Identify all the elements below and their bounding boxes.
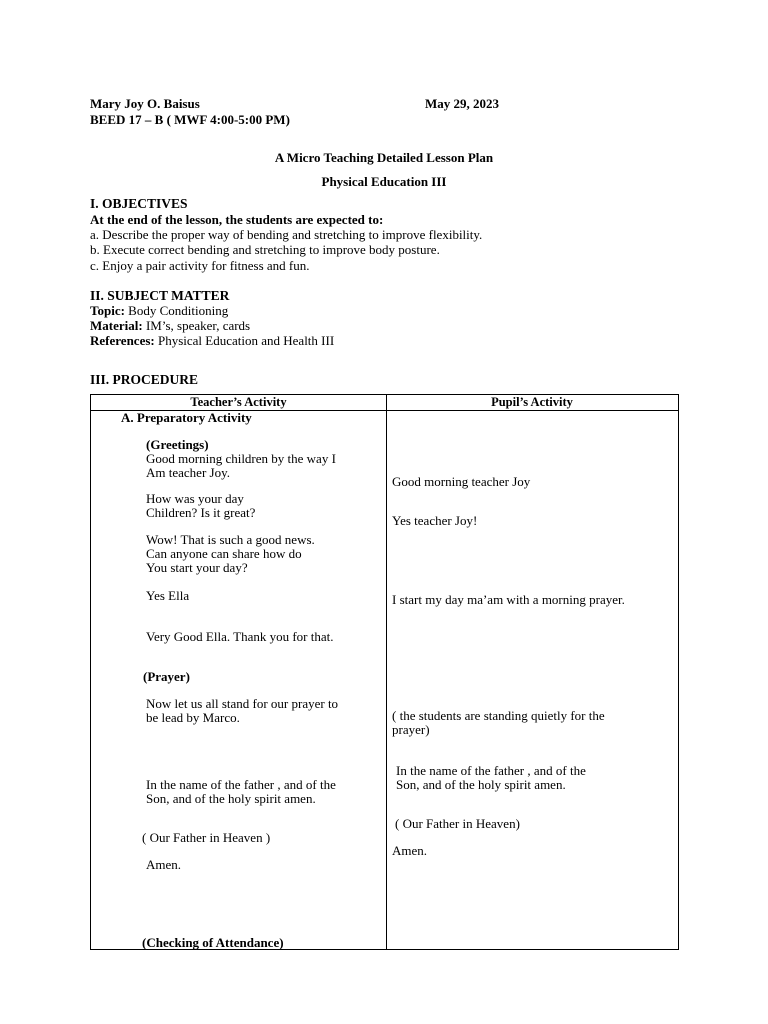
teacher-line: Son, and of the holy spirit amen.: [146, 791, 316, 806]
teacher-line: ( Our Father in Heaven ): [142, 830, 271, 845]
pupil-line: I start my day ma’am with a morning prayer.: [392, 592, 625, 607]
references-line: [90, 333, 334, 348]
preparatory-activity-heading: A. Preparatory Activity: [121, 410, 252, 425]
topic-label: Topic:: [90, 303, 125, 318]
procedure-table: [90, 394, 679, 950]
teacher-line: How was your day: [146, 491, 244, 506]
pupil-line: ( Our Father in Heaven): [395, 816, 520, 831]
pupil-line: In the name of the father , and of the: [396, 763, 586, 778]
material-line: [90, 318, 250, 333]
pupil-line: Son, and of the holy spirit amen.: [396, 777, 566, 792]
subject-matter-heading: II. SUBJECT MATTER: [90, 288, 230, 303]
greetings-heading: (Greetings): [146, 437, 209, 452]
pupil-line: Good morning teacher Joy: [392, 474, 531, 489]
teacher-line: Yes Ella: [146, 588, 190, 603]
pupil-line: ( the students are standing quietly for the: [392, 708, 605, 723]
document-title: A Micro Teaching Detailed Lesson Plan: [274, 150, 494, 165]
material-value: IM’s, speaker, cards: [142, 318, 251, 333]
topic-value: Body Conditioning: [124, 303, 229, 318]
objective-item: a. Describe the proper way of bending and stretching to improve flexibility.: [90, 227, 483, 242]
prayer-heading: (Prayer): [143, 669, 190, 684]
attendance-heading: (Checking of Attendance): [142, 935, 284, 950]
teacher-line: In the name of the father , and of the: [146, 777, 336, 792]
teacher-line: Children? Is it great?: [146, 505, 256, 520]
references-label: References:: [90, 333, 155, 348]
teacher-line: Good morning children by the way I: [146, 451, 336, 466]
subject-title: Physical Education III: [321, 174, 447, 189]
teacher-line: Wow! That is such a good news.: [146, 532, 315, 547]
objective-item: c. Enjoy a pair activity for fitness and fun.: [90, 258, 310, 273]
objectives-intro: At the end of the lesson, the students are expected to:: [90, 212, 384, 227]
teacher-activity-header: Teacher’s Activity: [190, 395, 287, 409]
pupil-line: Yes teacher Joy!: [392, 513, 478, 528]
topic-line: [90, 303, 228, 318]
teacher-line: You start your day?: [146, 560, 248, 575]
pupil-activity-header: Pupil’s Activity: [491, 395, 573, 409]
table-column-divider: [386, 395, 387, 949]
objectives-heading: I. OBJECTIVES: [90, 196, 188, 211]
teacher-line: be lead by Marco.: [146, 710, 240, 725]
pupil-line: Amen.: [392, 843, 428, 858]
references-value: Physical Education and Health III: [154, 333, 335, 348]
teacher-line: Am teacher Joy.: [146, 465, 230, 480]
objective-item: b. Execute correct bending and stretching to improve body posture.: [90, 242, 440, 257]
lesson-date: May 29, 2023: [425, 96, 500, 111]
material-label: Material:: [90, 318, 143, 333]
teacher-line: Amen.: [146, 857, 182, 872]
teacher-line: Now let us all stand for our prayer to: [146, 696, 339, 711]
pupil-line: prayer): [392, 722, 430, 737]
class-section: BEED 17 – B ( MWF 4:00-5:00 PM): [90, 112, 290, 127]
teacher-line: Very Good Ella. Thank you for that.: [146, 629, 334, 644]
procedure-heading: III. PROCEDURE: [90, 372, 199, 387]
teacher-line: Can anyone can share how do: [146, 546, 302, 561]
author-name: Mary Joy O. Baisus: [90, 96, 200, 111]
